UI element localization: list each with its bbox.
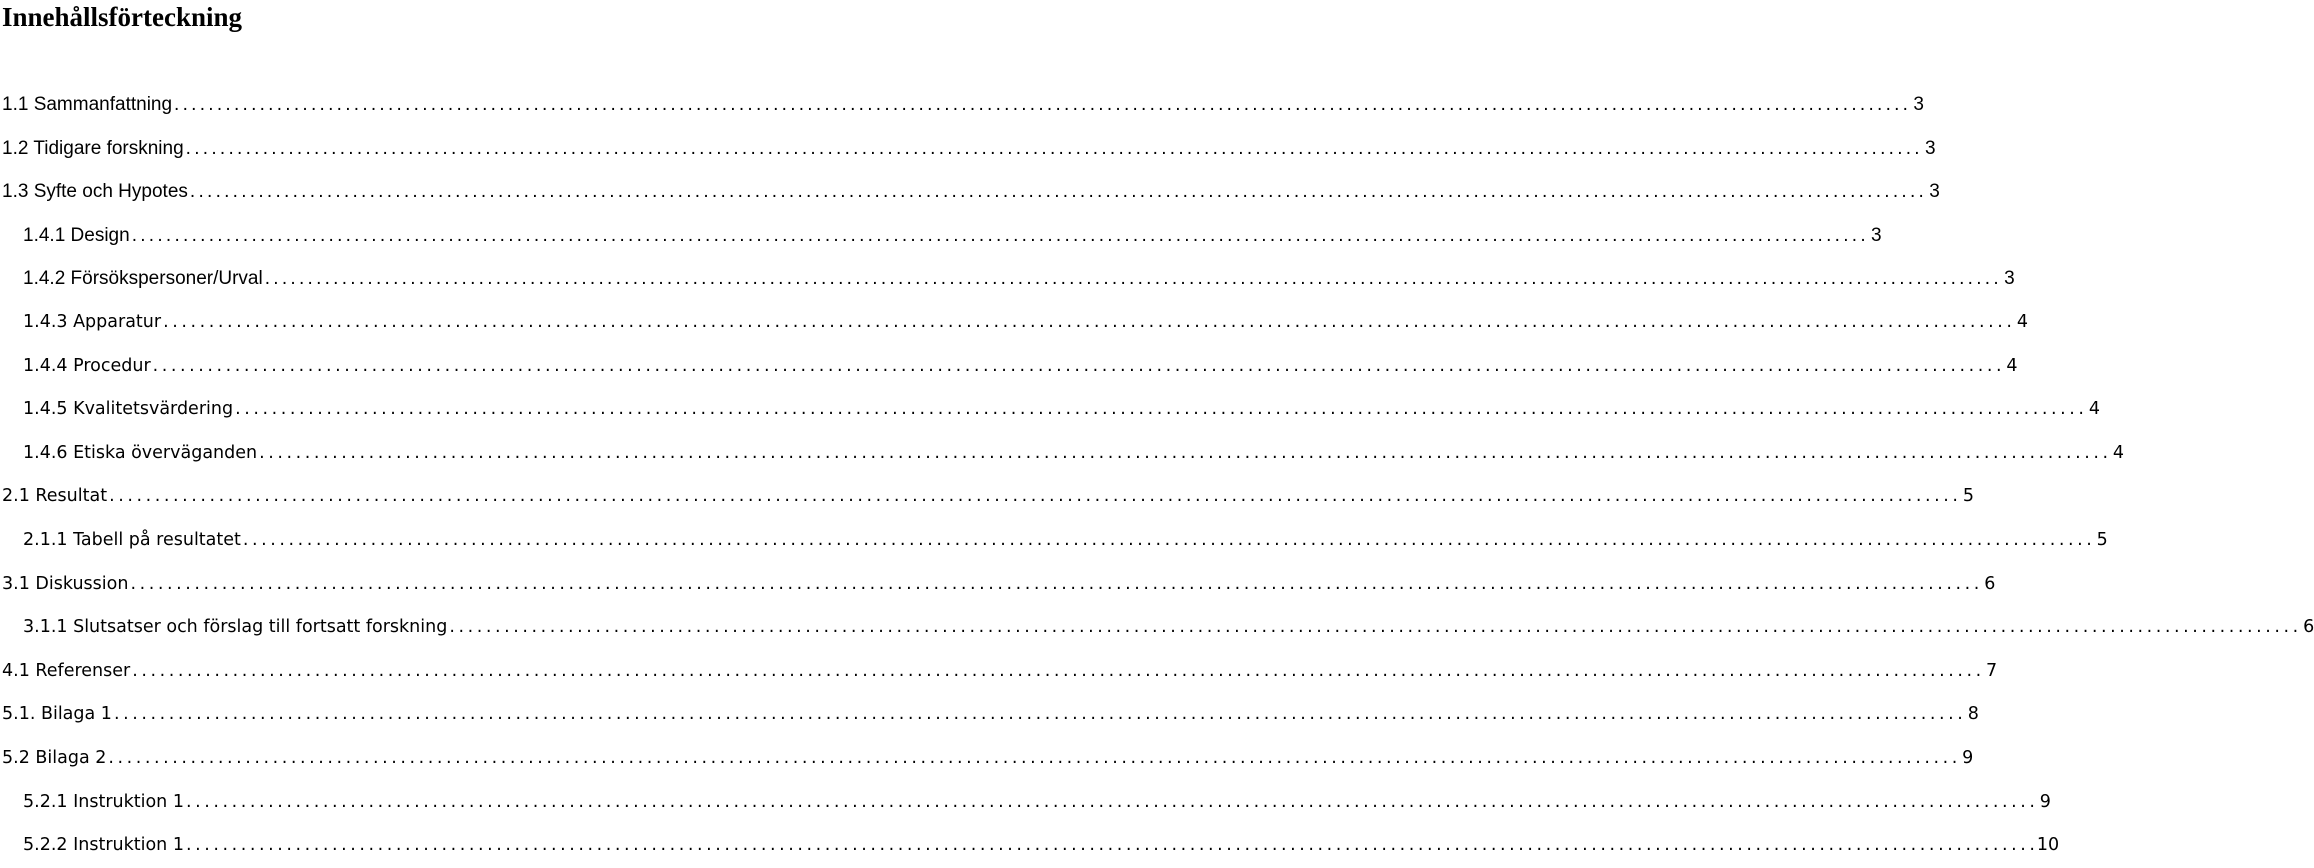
dot-leader — [259, 432, 2107, 476]
dot-leader — [186, 824, 2034, 868]
toc-entry[interactable] — [0, 214, 1882, 258]
toc-entry[interactable] — [0, 824, 2060, 868]
dot-leader — [130, 563, 1978, 607]
toc-entry-label: 1.4.4 Procedur — [23, 355, 151, 376]
toc-entry[interactable] — [0, 737, 1974, 781]
dot-leader — [190, 170, 1923, 214]
toc-entry-label: 5.2 Bilaga 2 — [2, 747, 107, 768]
toc-entry-page: 3 — [1929, 181, 1940, 203]
toc-entry-page: 7 — [1986, 660, 1998, 681]
toc-entry-page: 6 — [1984, 573, 1996, 594]
toc-entry-page: 5 — [2096, 529, 2108, 550]
toc-entry[interactable] — [0, 388, 2100, 432]
toc-entry[interactable] — [0, 257, 2015, 301]
toc-entry-page: 6 — [2303, 617, 2314, 638]
toc-entry[interactable] — [0, 127, 1936, 171]
toc-entry[interactable] — [0, 563, 1996, 607]
dot-leader — [114, 693, 1962, 737]
toc-entry-label: 1.2 Tidigare forskning — [2, 137, 184, 159]
toc-entry[interactable] — [0, 606, 2314, 650]
toc-entry-label: 1.4.3 Apparatur — [23, 311, 162, 332]
toc-entry-page: 4 — [2112, 442, 2125, 463]
toc-entry-page: 8 — [1967, 704, 1979, 725]
table-of-contents — [0, 83, 2314, 868]
toc-entry-page: 3 — [1925, 137, 1936, 159]
toc-entry[interactable] — [0, 781, 2051, 825]
toc-entry-label: 5.1. Bilaga 1 — [2, 704, 112, 725]
toc-entry[interactable] — [0, 432, 2125, 476]
dot-leader — [186, 127, 1919, 171]
toc-entry-label: 1.4.1 Design — [23, 224, 130, 246]
toc-entry-page: 4 — [2016, 311, 2028, 332]
dot-leader — [174, 83, 1907, 127]
toc-entry-label: 4.1 Referenser — [2, 660, 131, 681]
toc-entry-page: 4 — [2088, 399, 2100, 420]
toc-entry-label: 1.4.6 Etiska överväganden — [23, 442, 258, 463]
toc-entry-page: 10 — [2036, 835, 2060, 856]
toc-entry[interactable] — [0, 301, 2028, 345]
dot-leader — [153, 345, 2001, 389]
toc-entry-label: 2.1.1 Tabell på resultatet — [23, 529, 241, 550]
toc-entry-label: 2.1 Resultat — [2, 486, 108, 507]
toc-entry-label: 1.1 Sammanfattning — [2, 94, 173, 115]
dot-leader — [132, 214, 1865, 258]
toc-entry-page: 4 — [2006, 355, 2018, 376]
toc-entry-page: 9 — [2039, 791, 2051, 812]
toc-entry[interactable] — [0, 650, 1998, 694]
dot-leader — [449, 606, 2297, 650]
toc-entry[interactable] — [0, 345, 2018, 389]
toc-entry[interactable] — [0, 170, 1940, 214]
dot-leader — [265, 257, 1998, 301]
toc-entry-label: 3.1.1 Slutsatser och förslag till fortsatt forskning — [23, 617, 448, 638]
toc-entry-page: 9 — [1962, 747, 1974, 768]
dot-leader — [109, 475, 1957, 519]
toc-entry-label: 1.3 Syfte och Hypotes — [2, 181, 188, 203]
toc-entry-page: 3 — [1913, 94, 1924, 115]
toc-entry-label: 3.1 Diskussion — [2, 573, 129, 594]
toc-entry-label: 5.2.1 Instruktion 1 — [23, 791, 184, 812]
dot-leader — [235, 388, 2083, 432]
toc-entry-label: 1.4.2 Försökspersoner/Urval — [23, 268, 263, 290]
dot-leader — [243, 519, 2091, 563]
toc-entry[interactable] — [0, 83, 1924, 127]
toc-entry-page: 5 — [1962, 486, 1974, 507]
dot-leader — [163, 301, 2011, 345]
dot-leader — [132, 650, 1980, 694]
toc-entry[interactable] — [0, 519, 2108, 563]
toc-entry-page: 3 — [1871, 224, 1882, 246]
toc-entry[interactable] — [0, 693, 1979, 737]
toc-entry-page: 3 — [2004, 268, 2015, 290]
toc-entry[interactable] — [0, 475, 1974, 519]
toc-entry-label: 1.4.5 Kvalitetsvärdering — [23, 399, 234, 420]
dot-leader — [108, 737, 1956, 781]
toc-entry-label: 5.2.2 Instruktion 1 — [23, 835, 184, 856]
dot-leader — [186, 781, 2034, 825]
page-title: Innehållsförteckning — [2, 2, 243, 32]
